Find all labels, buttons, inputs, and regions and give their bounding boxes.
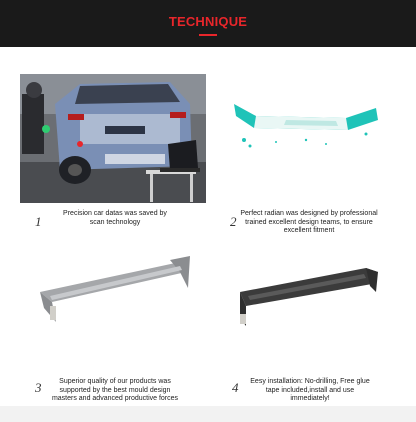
header-banner — [0, 0, 416, 47]
step-caption-4: Eesy installation: No-drilling, Free glue tape included,install and use immediately! — [250, 378, 370, 402]
step-number-2: 2 — [230, 214, 237, 229]
footer-band — [0, 406, 416, 422]
step-number-3: 3 — [35, 380, 42, 395]
spoiler-finished-photo — [232, 262, 382, 332]
title-underline — [199, 34, 217, 36]
step-number-4: 4 — [232, 380, 239, 395]
step-caption-1: Precision car datas was saved by scan technology — [63, 210, 167, 226]
spoiler-primer-photo — [30, 250, 196, 334]
spoiler-scan-render — [226, 90, 386, 160]
step-number-1: 1 — [35, 214, 42, 229]
car-scan-photo — [20, 74, 206, 203]
section-title: TECHNIQUE — [168, 14, 248, 29]
step-caption-3: Superior quality of our products was supported by the best mould design masters and advanced productive forces — [51, 378, 179, 402]
step-caption-2: Perfect radian was designed by professional trained excellent design teams, to ensure excellent fitment — [240, 210, 378, 234]
